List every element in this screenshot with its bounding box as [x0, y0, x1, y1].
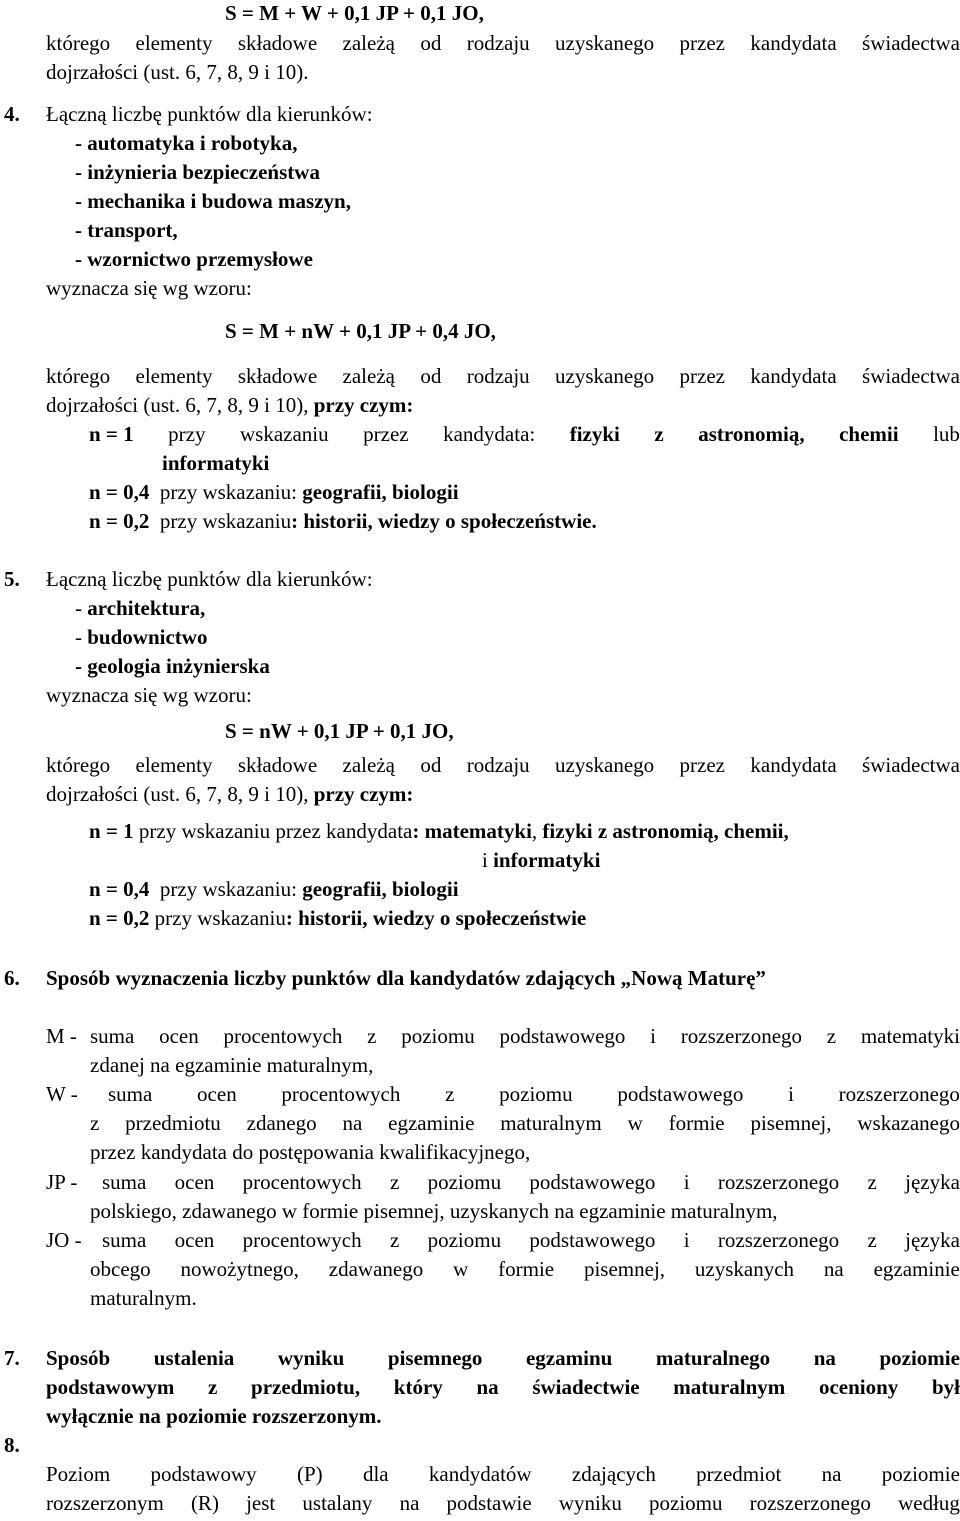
word: od [420, 753, 442, 777]
word: chemii [839, 422, 899, 446]
s5-item-1: - architektura, [75, 596, 206, 620]
word: przez [679, 364, 726, 388]
word: składowe [237, 31, 318, 55]
word: uzyskanego [555, 31, 655, 55]
word: pisemnej, [750, 1111, 832, 1135]
def-w-line3: przez kandydata do postępowania kwalifikacyjnego, [90, 1140, 531, 1164]
s7-line3: wyłącznie na poziomie rozszerzonym. [46, 1404, 382, 1428]
word: podstawowym [46, 1375, 175, 1399]
s8-line1 [46, 1460, 960, 1489]
s7-line1 [46, 1344, 960, 1373]
word: maturalnym [500, 1111, 602, 1135]
s4-item-5: - wzornictwo przemysłowe [75, 247, 313, 271]
word: lub [933, 422, 960, 446]
word: rozszerzonego [749, 1491, 871, 1515]
s4-item-4: - transport, [75, 218, 178, 242]
s3-desc-line2: dojrzałości (ust. 6, 7, 8, 9 i 10). [46, 60, 309, 84]
word: ustalenia [153, 1346, 235, 1370]
s5-n1-line1: n = 1 przy wskazaniu przez kandydata: matematyki, fizyki z astronomią, chemii, [89, 819, 789, 843]
word: przedmiotu, [251, 1375, 361, 1399]
word: z [90, 1111, 100, 1135]
section-number-7: 7. [4, 1346, 20, 1370]
word: poziomie [881, 1462, 960, 1486]
word: podstawowy [150, 1462, 257, 1486]
word: przez [363, 422, 409, 446]
word: przez [679, 753, 726, 777]
word: poziomu [427, 1170, 502, 1194]
s4-n02: n = 0,2 przy wskazaniu: historii, wiedzy o społeczeństwie. [89, 509, 597, 533]
word: elementy [135, 753, 213, 777]
word: z [367, 1024, 377, 1048]
def-key-jo: JO - [46, 1228, 82, 1252]
word: przedmiot [696, 1462, 782, 1486]
word: egzaminu [525, 1346, 613, 1370]
word: świadectwie [532, 1375, 640, 1399]
section-number-6: 6. [4, 966, 20, 990]
word: z [867, 1228, 877, 1252]
word: od [420, 31, 442, 55]
word: kandydata: [443, 422, 536, 446]
word: ocen [197, 1082, 237, 1106]
s4-n04: n = 0,4 przy wskazaniu: geografii, biologii [89, 480, 459, 504]
word: formie [668, 1111, 725, 1135]
word: kandydatów [428, 1462, 532, 1486]
word: z [208, 1375, 218, 1399]
word: (R) [190, 1491, 219, 1515]
word: zdających [571, 1462, 656, 1486]
word: maturalnym [673, 1375, 786, 1399]
def-jo-line2 [90, 1255, 960, 1284]
word: ustalany [302, 1491, 373, 1515]
word: składowe [237, 753, 318, 777]
word: rozszerzonego [680, 1024, 803, 1048]
word: suma [102, 1170, 147, 1194]
word: na [399, 1491, 420, 1515]
word: z [445, 1082, 455, 1106]
s5-n04: n = 0,4 przy wskazaniu: geografii, biologii [89, 877, 459, 901]
word: rodzaju [466, 31, 530, 55]
s4-intro: Łączną liczbę punktów dla kierunków: [46, 102, 373, 126]
word: wskazaniu [239, 422, 329, 446]
formula-s4: S = M + nW + 0,1 JP + 0,4 JO, [225, 319, 496, 343]
def-key-m: M - [46, 1024, 77, 1048]
word: egzaminie [873, 1257, 960, 1281]
section-number-8: 8. [4, 1433, 20, 1457]
word: w [453, 1257, 469, 1281]
def-w-line1 [108, 1080, 960, 1109]
word: który [393, 1375, 443, 1399]
word: podstawie [446, 1491, 532, 1515]
word: od [420, 364, 442, 388]
word: i [788, 1082, 794, 1106]
word: jest [246, 1491, 276, 1515]
word: rozszerzonego [717, 1170, 840, 1194]
word: ocen [174, 1228, 215, 1252]
def-jo-line1 [102, 1226, 960, 1255]
word: ocen [159, 1024, 199, 1048]
word: zdanego [246, 1111, 317, 1135]
word: według [898, 1491, 960, 1515]
word: procentowych [242, 1170, 362, 1194]
word: podstawowego [529, 1170, 656, 1194]
word: podstawowego [617, 1082, 744, 1106]
word: świadectwa [862, 753, 960, 777]
def-jp-line2: polskiego, zdawanego w formie pisemnej, uzyskanych na egzaminie maturalnym, [90, 1199, 778, 1223]
def-jo-line3: maturalnym. [90, 1286, 197, 1310]
s4-desc-line1 [46, 362, 960, 391]
word: kandydata [750, 31, 837, 55]
word: przy [168, 422, 206, 446]
s4-n1-line2: informatyki [162, 451, 270, 475]
word: (P) [296, 1462, 323, 1486]
word: na [342, 1111, 363, 1135]
word: i [683, 1228, 690, 1252]
s4-item-2: - inżynieria bezpieczeństwa [75, 160, 320, 184]
word: kandydata [750, 753, 837, 777]
word: poziomu [649, 1491, 723, 1515]
formula-s3: S = M + W + 0,1 JP + 0,1 JO, [225, 1, 484, 25]
word: poziomu [499, 1082, 573, 1106]
word: wyniku [558, 1491, 622, 1515]
word: matematyki [860, 1024, 960, 1048]
word: którego [46, 31, 111, 55]
word: rozszerzonym [46, 1491, 164, 1515]
word: egzaminie [388, 1111, 475, 1135]
s4-item-3: - mechanika i budowa maszyn, [75, 189, 351, 213]
word: z [389, 1228, 400, 1252]
s5-desc-line1 [46, 751, 960, 780]
s5-intro: Łączną liczbę punktów dla kierunków: [46, 567, 373, 591]
word: uzyskanego [555, 364, 655, 388]
word: rozszerzonego [838, 1082, 960, 1106]
word: podstawowego [499, 1024, 626, 1048]
s4-n1-line1 [89, 420, 960, 449]
word: rodzaju [466, 753, 530, 777]
word: nowożytnego, [180, 1257, 299, 1281]
word: poziomie [879, 1346, 960, 1370]
word: rodzaju [466, 364, 530, 388]
word: języka [905, 1228, 960, 1252]
word: którego [46, 753, 111, 777]
word: uzyskanego [555, 753, 655, 777]
s4-item-1: - automatyka i robotyka, [75, 131, 298, 155]
s6-title: Sposób wyznaczenia liczby punktów dla kandydatów zdających „Nową Maturę” [46, 966, 766, 990]
word: zależą [342, 31, 395, 55]
word: z [867, 1170, 877, 1194]
word: z [389, 1170, 400, 1194]
word: maturalnego [655, 1346, 771, 1370]
word: wyniku [277, 1346, 345, 1370]
def-jp-line1 [102, 1168, 960, 1197]
word: wskazanego [857, 1111, 960, 1135]
s3-desc-line1 [46, 29, 960, 58]
def-key-w: W - [46, 1082, 78, 1106]
word: poziomu [401, 1024, 475, 1048]
word: na [813, 1346, 836, 1370]
word: ocen [174, 1170, 215, 1194]
word: zależą [342, 753, 395, 777]
word: zależą [342, 364, 395, 388]
word: podstawowego [529, 1228, 656, 1252]
def-key-jp: JP - [46, 1170, 78, 1194]
s8-line2 [46, 1489, 960, 1518]
word: oceniony [818, 1375, 899, 1399]
word: formie [498, 1257, 555, 1281]
word: przedmiotu [125, 1111, 221, 1135]
word: poziomu [427, 1228, 502, 1252]
s5-item-3: - geologia inżynierska [75, 654, 270, 678]
word: rozszerzonego [717, 1228, 840, 1252]
word: w [627, 1111, 643, 1135]
section-number-4: 4. [4, 102, 20, 126]
word: procentowych [223, 1024, 343, 1048]
word: procentowych [281, 1082, 401, 1106]
word: astronomią, [698, 422, 805, 446]
s7-line2 [46, 1373, 960, 1402]
word: Sposób [46, 1346, 111, 1370]
s5-n1-line2: i informatyki [482, 848, 601, 872]
word: świadectwa [862, 364, 960, 388]
def-m-line2: zdanej na egzaminie maturalnym, [90, 1053, 374, 1077]
word: pisemnej, [583, 1257, 666, 1281]
formula-s5: S = nW + 0,1 JP + 0,1 JO, [225, 719, 454, 743]
word: świadectwa [862, 31, 960, 55]
word: Poziom [46, 1462, 111, 1486]
s5-desc-line2: dojrzałości (ust. 6, 7, 8, 9 i 10), przy czym: [46, 782, 414, 806]
s5-n02: n = 0,2 przy wskazaniu: historii, wiedzy o społeczeństwie [89, 906, 587, 930]
def-w-line2 [90, 1109, 960, 1138]
word: zdawanego [328, 1257, 424, 1281]
word: elementy [135, 364, 213, 388]
word: obcego [90, 1257, 151, 1281]
word: był [931, 1375, 960, 1399]
word: składowe [237, 364, 318, 388]
word: i [683, 1170, 690, 1194]
word: i [650, 1024, 657, 1048]
s4-desc-line2: dojrzałości (ust. 6, 7, 8, 9 i 10), przy czym: [46, 393, 414, 417]
word: z [826, 1024, 837, 1048]
word: elementy [135, 31, 213, 55]
word: n = 1 [89, 422, 134, 446]
def-m-line1 [90, 1022, 960, 1051]
word: na [821, 1462, 842, 1486]
word: fizyki [569, 422, 620, 446]
section-number-5: 5. [4, 567, 20, 591]
word: kandydata [750, 364, 837, 388]
word: pisemnego [387, 1346, 483, 1370]
word: suma [108, 1082, 153, 1106]
word: na [823, 1257, 844, 1281]
word: przez [679, 31, 726, 55]
word: uzyskanych [694, 1257, 795, 1281]
word: suma [102, 1228, 147, 1252]
word: z [654, 422, 664, 446]
word: na [476, 1375, 499, 1399]
word: języka [905, 1170, 960, 1194]
s4-wzor: wyznacza się wg wzoru: [46, 276, 252, 300]
word: suma [90, 1024, 135, 1048]
word: procentowych [242, 1228, 362, 1252]
s5-item-2: - budownictwo [75, 625, 208, 649]
word: dla [362, 1462, 389, 1486]
word: którego [46, 364, 111, 388]
s5-wzor: wyznacza się wg wzoru: [46, 683, 252, 707]
